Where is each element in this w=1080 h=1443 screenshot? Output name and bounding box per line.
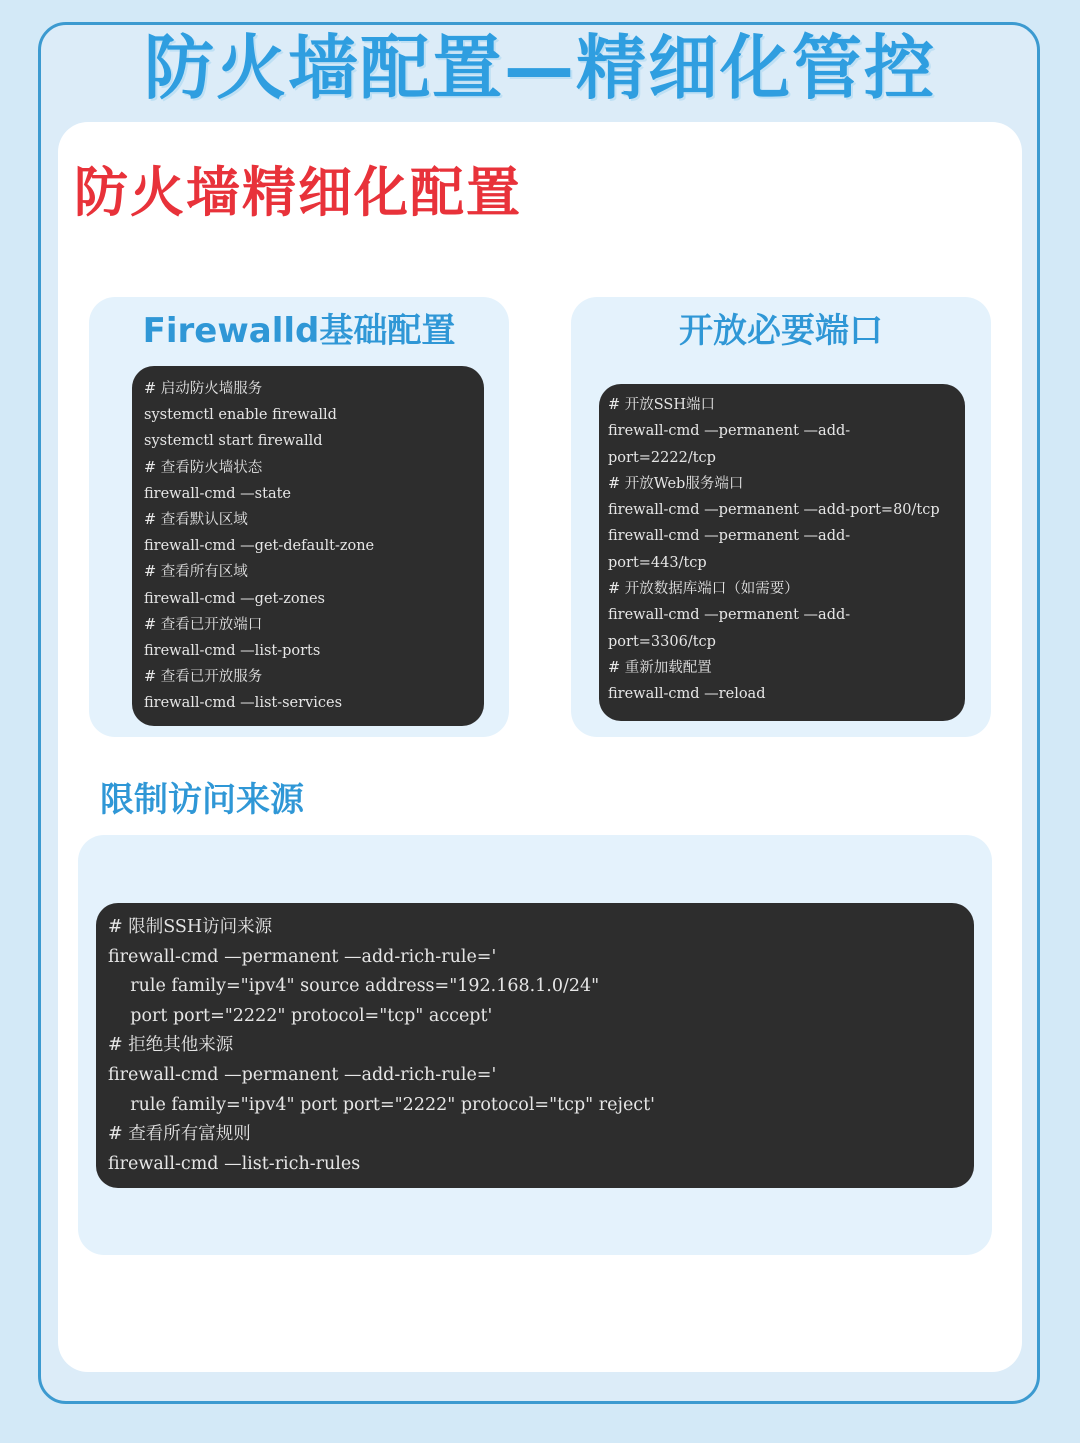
code-line: # 重新加载配置 bbox=[608, 659, 712, 676]
code-line: firewall-cmd —permanent —add- bbox=[608, 528, 851, 545]
code-line: firewall-cmd —permanent —add- bbox=[608, 607, 851, 624]
basic-config-code-block bbox=[132, 366, 484, 726]
code-line: # 查看防火墙状态 bbox=[144, 459, 263, 476]
code-line: firewall-cmd —permanent —add-rich-rule=' bbox=[108, 946, 497, 967]
code-line: firewall-cmd —permanent —add-rich-rule=' bbox=[108, 1064, 497, 1085]
open-ports-panel bbox=[571, 297, 991, 737]
code-line: # 查看已开放端口 bbox=[144, 616, 263, 633]
source-restriction-title: 限制访问来源 bbox=[100, 780, 304, 820]
code-line: firewall-cmd —list-rich-rules bbox=[108, 1153, 361, 1174]
code-line: firewall-cmd —get-default-zone bbox=[144, 538, 375, 555]
basic-config-panel bbox=[89, 297, 509, 737]
code-line: firewall-cmd —list-ports bbox=[144, 643, 321, 660]
code-line: rule family="ipv4" port port="2222" protocol="tcp" reject' bbox=[108, 1094, 655, 1115]
code-line: firewall-cmd —get-zones bbox=[144, 590, 325, 607]
code-line: # 查看所有富规则 bbox=[108, 1124, 251, 1145]
code-line: firewall-cmd —reload bbox=[608, 686, 766, 703]
code-line: # 开放Web服务端口 bbox=[608, 475, 744, 492]
open-ports-code-block bbox=[599, 384, 965, 721]
code-line: # 查看默认区域 bbox=[144, 512, 248, 529]
code-line: systemctl enable firewalld bbox=[144, 407, 337, 424]
code-line: port=2222/tcp bbox=[608, 449, 716, 466]
code-line: # 拒绝其他来源 bbox=[108, 1035, 234, 1056]
source-restriction-panel bbox=[78, 835, 992, 1255]
code-line: # 查看已开放服务 bbox=[144, 669, 263, 686]
code-line: firewall-cmd —state bbox=[144, 485, 291, 502]
basic-config-title: Firewalld基础配置 bbox=[142, 311, 456, 351]
code-line: # 开放数据库端口（如需要） bbox=[608, 581, 799, 598]
code-line: # 启动防火墙服务 bbox=[144, 381, 263, 397]
code-line: firewall-cmd —list-services bbox=[144, 695, 343, 712]
code-line: # 开放SSH端口 bbox=[608, 397, 716, 413]
code-line: firewall-cmd —permanent —add-port=80/tcp bbox=[608, 502, 940, 519]
code-line: firewall-cmd —permanent —add- bbox=[608, 423, 851, 440]
open-ports-title: 开放必要端口 bbox=[679, 311, 883, 351]
main-title: 防火墙配置—精细化管控 bbox=[144, 27, 936, 109]
code-line: rule family="ipv4" source address="192.168.1.0/24" bbox=[108, 976, 600, 997]
code-line: # 限制SSH访问来源 bbox=[108, 917, 273, 937]
source-restriction-code-block bbox=[96, 903, 974, 1188]
code-line: systemctl start firewalld bbox=[144, 433, 323, 450]
code-line: # 查看所有区域 bbox=[144, 564, 248, 581]
code-line: port=443/tcp bbox=[608, 554, 707, 571]
code-line: port=3306/tcp bbox=[608, 633, 716, 650]
section-title: 防火墙精细化配置 bbox=[74, 161, 522, 224]
code-line: port port="2222" protocol="tcp" accept' bbox=[108, 1005, 493, 1026]
